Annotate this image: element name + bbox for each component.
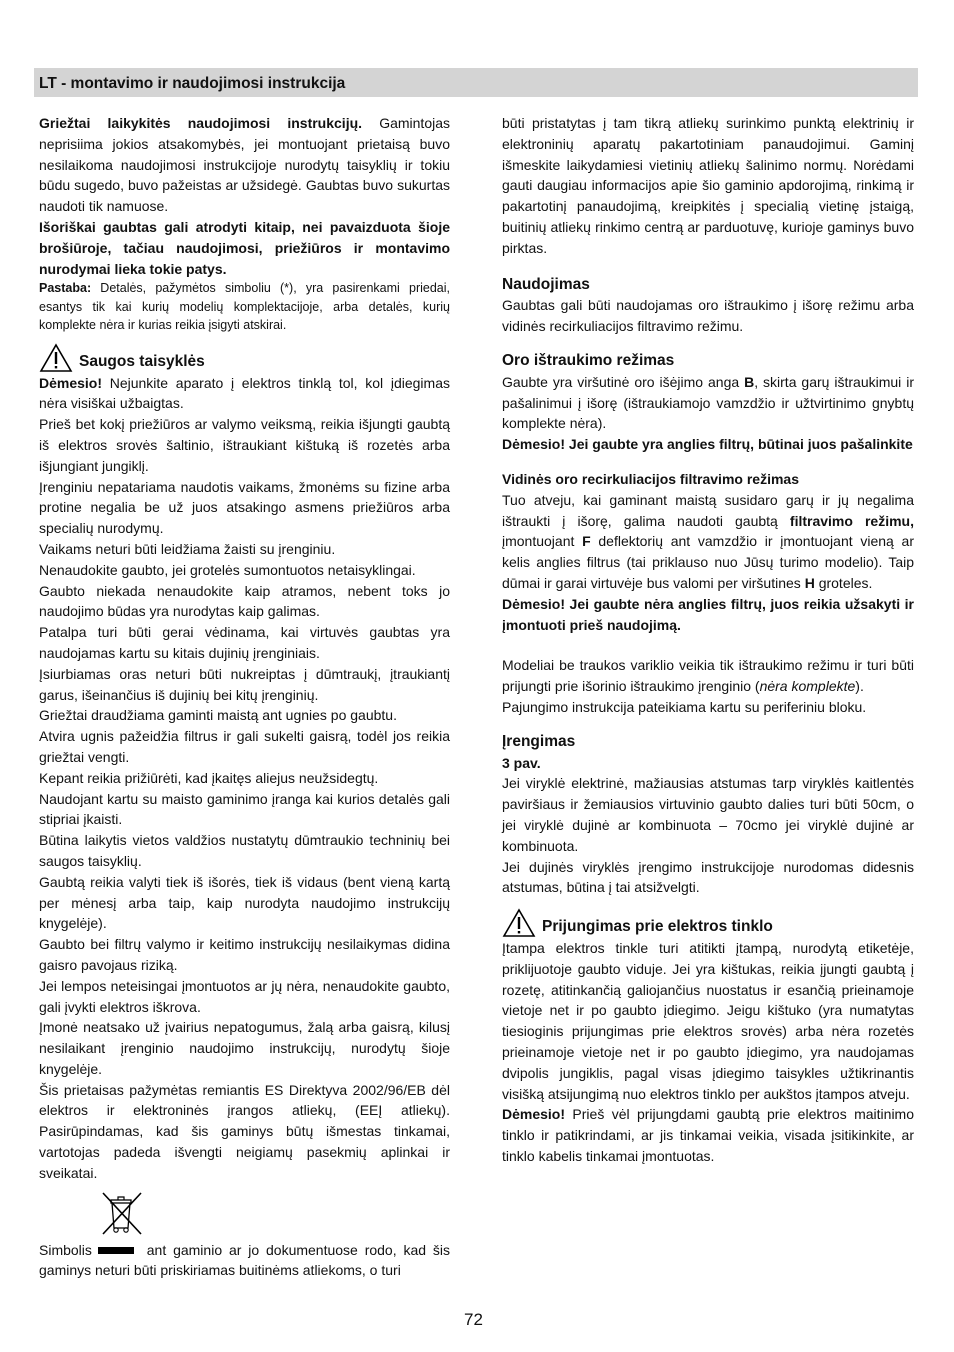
safety-p14: Gaubto bei filtrų valymo ir keitimo instrukcijų nesilaikymas didina gaisro pavojaus riziką. — [39, 936, 450, 973]
safety-p4: Nenaudokite gaubto, jei grotelės sumontuotos netaisyklingai. — [39, 561, 416, 578]
note-paragraph: Pastaba: Detalės, pažymėtos simboliu (*), yra pasirenkami priedai, esantys tik kai kurių modelių komplektacijoje, arba detalės, kurių komplekte nėra ir kurias reikia įsigyti atskirai. — [39, 281, 450, 333]
extraction-title: Oro ištraukimo režimas — [502, 351, 675, 369]
installation-text-1: Jei viryklė elektrinė, mažiausias atstumas tarp viryklės kaitlentės paviršiaus ir žemiausios virtuvinio gaubto dalies turi būti 50cm, o jei viryklė dujinė ar kombinuota – 70cmo jei viryklė dujinė ar kombinuota. — [502, 775, 914, 854]
extraction-text: Gaubte yra viršutinė oro išėjimo anga B, skirta garų ištraukimui ir pašalinimui į išorę (ištraukiamojo vamzdžio ir užtvirtinimo gnybtų komplekte nėra). — [502, 373, 914, 432]
safety-title: Saugos taisyklės — [79, 352, 205, 370]
electrical-heading — [502, 908, 914, 938]
crossed-bin-icon — [99, 1190, 145, 1236]
use-text: Gaubtas gali būti naudojamas oro ištraukimo į išorę režimu arba vidinės recirkuliacijos filtravimo režimu. — [502, 297, 914, 335]
recirculation-warning: Dėmesio! Jei gaubte nėra anglies filtrų, juos reikia užsakyti ir įmontuoti prieš naudojimą. — [502, 595, 914, 633]
figure-reference: 3 pav. — [502, 754, 541, 771]
weee-continued: būti pristatytas į tam tikrą atliekų surinkimo punktą elektrinių ir elektroninių aparatų pakartotiniam panaudojimui. Gaminį išmeskite laikydamiesi vietinių atliekų šalinimo normų. Norėdami gauti daugiau informacijos apie šio gaminio apdorojimą, rinkimą ir pakartotinį panaudojimą, kreipkitės į specialią vietinę įstaigą, buitinių atliekų rinkimo centrą ar parduotuvę, kurioje gaminys buvo pirktas. — [502, 115, 914, 256]
models-paragraph: Modeliai be traukos variklio veikia tik ištraukimo režimu ir turi būti prijungti prie išorinio ištraukimo įrenginio (nėra komplekte). — [502, 657, 914, 695]
right-column — [502, 113, 914, 1167]
safety-p12: Būtina laikytis vietos valdžios nustatytų dūmtraukio techninių bei saugos taisyklių. — [39, 832, 450, 869]
extraction-warning: Dėmesio! Jei gaubte yra anglies filtrų, būtinai juos pašalinkite — [502, 436, 913, 453]
installation-text-2: Jei dujinės viryklės įrengimo instrukcijoje nurodomas didesnis atstumas, būtina į tai atsižvelgti. — [502, 858, 914, 896]
page-number: 72 — [464, 1310, 483, 1329]
safety-p5: Gaubto niekada nenaudokite kaip atramos, nebent toks jo naudojimo būdas yra nurodytas kaip galimas. — [39, 582, 450, 620]
safety-p10: Kepant reikia prižiūrėti, kad įkaitęs aliejus neužsidegtų. — [39, 769, 379, 786]
safety-p11: Naudojant kartu su maisto gaminimo įranga kai kurios detalės gali stipriai įkaisti. — [39, 790, 450, 828]
left-column — [39, 113, 450, 1281]
weee-paragraph: Šis prietaisas pažymėtas remiantis ES Direktyva 2002/96/EB dėl elektros ir elektroninės įrangos atliekų, (EEĮ atliekų). Pasirūpindamas, kad šis gaminys būtų išmestas tinkamai, vartotojas padeda išvengti neigiamų pasekmių aplinkai ir sveikatai. — [39, 1081, 450, 1181]
safety-p16: Įmonė neatsako už įvairius nepatogumus, žalą arba gaisrą, kilusį nesilaikant įrenginio naudojimo instrukcijų, nurodytų šioje knygelėje. — [39, 1019, 450, 1077]
connection-instructions: Pajungimo instrukcija pateikiama kartu su periferiniu bloku. — [502, 698, 867, 715]
recirculation-title: Vidinės oro recirkuliacijos filtravimo režimas — [502, 470, 799, 487]
safety-p13: Gaubtą reikia valyti tiek iš išorės, tiek iš vidaus (bent vieną kartą per mėnesį arba taip, kaip nurodyta naudojimo instrukcijų knygelėje). — [39, 873, 450, 932]
safety-p2: Įrenginiu nepatariama naudotis vaikams, žmonėms su fizine arba protine negalia be už juos atsakingo asmens priežiūros arba specialių nurodymų. — [39, 478, 450, 537]
section-title: LT - montavimo ir naudojimosi instrukcija — [39, 75, 346, 92]
safety-p7: Įsiurbiamas oras neturi būti nukreiptas į dūmtraukį, įtraukiantį garus, išeinančius iš dujinių bei kitų įrenginių. — [39, 665, 450, 703]
attention-paragraph: Dėmesio! Nejunkite aparato į elektros tinklą tol, kol įdiegimas nėra visiškai užbaigtas. — [39, 374, 450, 412]
safety-p9: Atvira ugnis pažeidžia filtrus ir gali sukelti gaisrą, todėl jos reikia griežtai vengti. — [39, 728, 450, 765]
safety-p3: Vaikams neturi būti leidžiama žaisti su įrenginiu. — [39, 540, 336, 557]
electrical-attention: Dėmesio! Prieš vėl prijungdami gaubtą prie elektros maitinimo tinklo ir patikrindami, ar jis tinkamai veikia, visada įsitikinkite, ar tinklo kabelis tinkamai įmontuotas. — [502, 1106, 914, 1165]
outer-look-note: Išoriškai gaubtas gali atrodyti kitaip, nei pavaizduota šioje brošiūroje, tačiau naudojimosi, priežiūros ir montavimo nurodymai lieka tokie patys. — [39, 218, 450, 277]
black-bar-symbol-icon — [98, 1247, 134, 1254]
recirculation-text: Tuo atveju, kai gaminant maistą susidaro garų ir jų negalima ištraukti į išorę, galima naudoti gaubtą filtravimo režimu, įmontuojant F deflektorių ant vamzdžio ir įmontuojant vieną ar kelis anglies filtrus (tai priklauso nuo Jūsų turimo modelio). Taip dūmai ir garai virtuvėje bus valomi per viršutines H groteles. — [502, 491, 914, 591]
electrical-title: Prijungimas prie elektros tinklo — [542, 918, 773, 936]
safety-p8: Griežtai draudžiama gaminti maistą ant ugnies po gaubtu. — [39, 707, 397, 724]
electrical-text: Įtampa elektros tinkle turi atitikti įtampą, nurodytą etiketėje, priklijuotoje gaubto viduje. Jei yra kištukas, reikia įjungti gaubtą į rozetę, atitinkančią galiojančius nuostatus ir esančią prieinamoje vietoje net ir po gaubto įdiegimo. Jeigu kištuko (yra numatytas tiesioginis prijungimas prie elektros srovės) arba nėra rozetės prieinamoje vietoje net ir po gaubto įdiegimo, yra naudojamas dvipolis jungiklis, pagal visas įdiegimo taisykles užtikrinantis visišką atsijungimą nuo elektros tinklo per aukštos įtampos atveju. — [502, 940, 914, 1102]
warning-triangle-icon — [39, 343, 73, 373]
safety-p1: Prieš bet kokį priežiūros ar valymo veiksmą, reikia išjungti gaubtą iš elektros srovės šaltinio, ištraukiant kištuką iš rozetės arba išjungiant jungiklį. — [39, 416, 450, 474]
installation-title: Įrengimas — [502, 732, 576, 750]
safety-p6: Patalpa turi būti gerai vėdinama, kai virtuvės gaubtas yra naudojamas kartu su kitais dujinių įrenginiais. — [39, 624, 450, 661]
safety-p15: Jei lempos neteisingai įmontuotos ar jų nėra, nenaudokite gaubto, gali įvykti elektros iškrova. — [39, 977, 450, 1015]
warning-triangle-icon — [502, 908, 536, 938]
use-title: Naudojimas — [502, 275, 590, 293]
symbol-paragraph: Simbolis ant gaminio ar jo dokumentuose rodo, kad šis gaminys neturi būti priskiriamas buitinėms atliekoms, o turi — [39, 1241, 450, 1279]
intro-paragraph: Griežtai laikykitės naudojimosi instrukcijų. Gamintojas neprisiima jokios atsakomybės, jei montuojant prietaisą buvo nesilaikoma naudojimosi instrukcijoje nurodytų taisyklių ir tokiu būdu sugedo, buvo pažeistas ar užsidegė. Gaubtas buvo sukurtas naudoti tik namuose. — [39, 115, 451, 215]
safety-heading — [39, 343, 450, 373]
section-header — [34, 68, 918, 97]
